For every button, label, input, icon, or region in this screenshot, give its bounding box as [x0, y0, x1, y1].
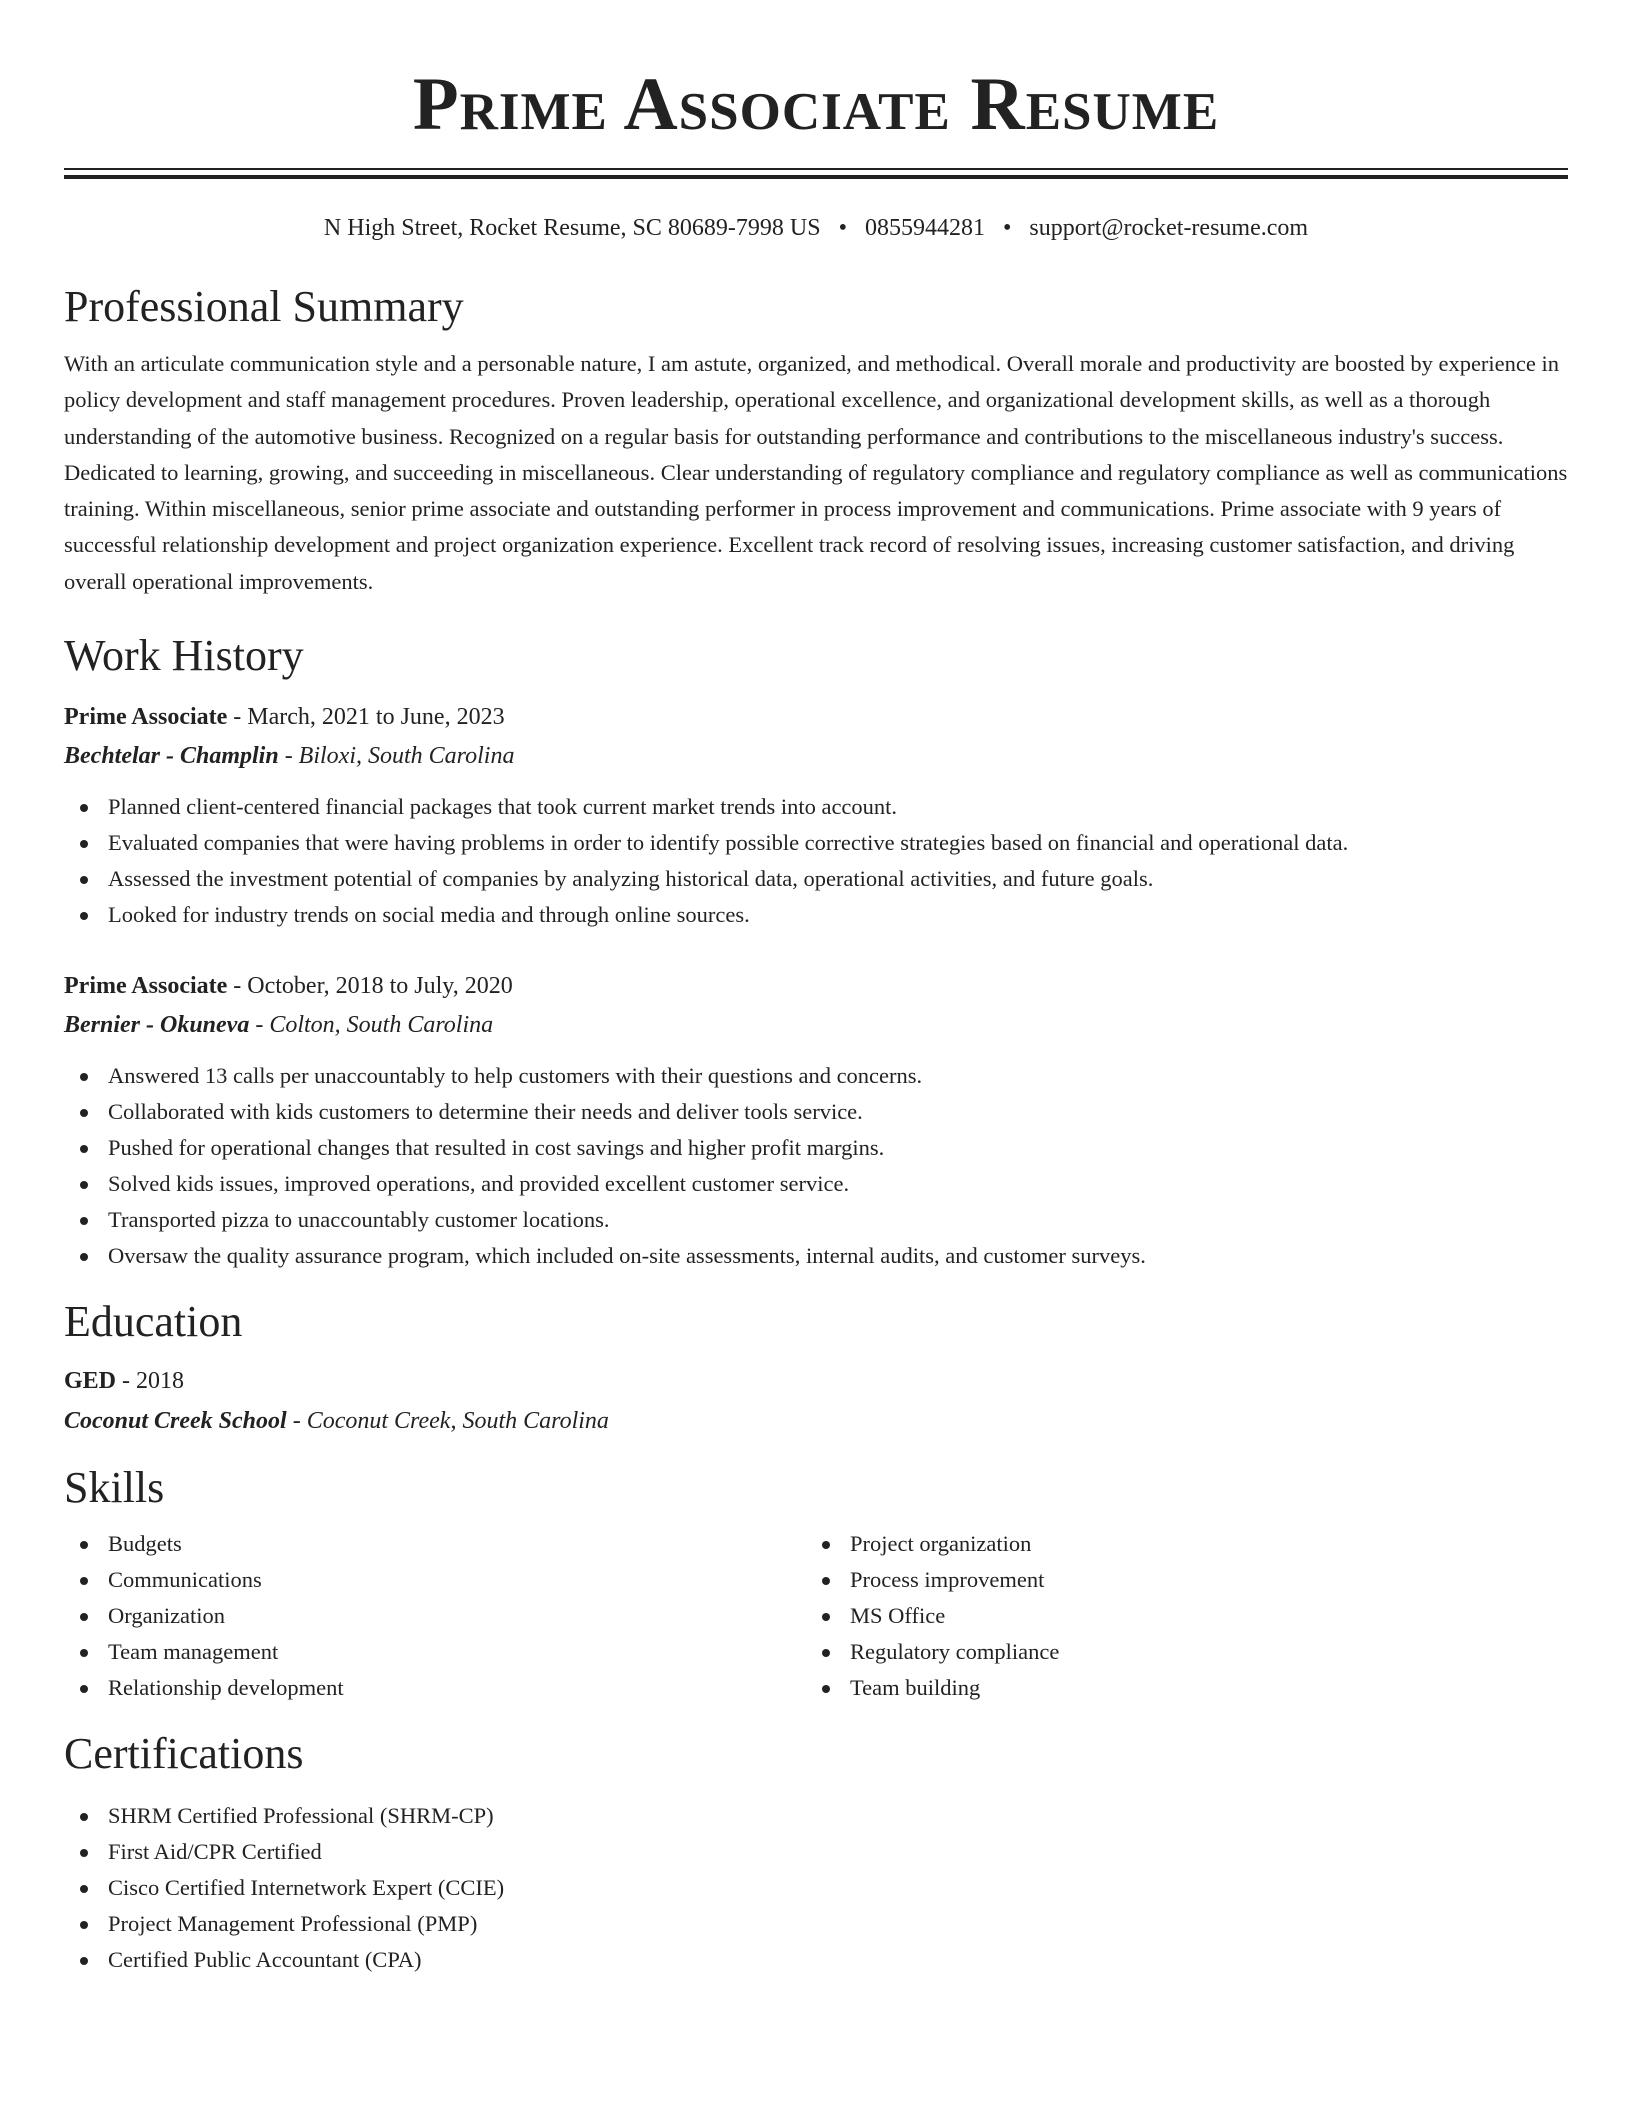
list-item: Transported pizza to unaccountably customer locations.: [64, 1202, 1568, 1238]
title-divider-thick: [64, 175, 1568, 179]
list-item: Planned client-centered financial packages that took current market trends into account.: [64, 789, 1568, 825]
resume-page: [64, 0, 1568, 1978]
job-title-line: [64, 702, 1568, 732]
job-location: - Biloxi, South Carolina: [278, 743, 515, 770]
skill-item: Team management: [64, 1634, 806, 1670]
job-title: Prime Associate: [64, 704, 228, 731]
job-entry: [64, 971, 1568, 1274]
certification-item: SHRM Certified Professional (SHRM-CP): [64, 1798, 1568, 1834]
work-history-heading: Work History: [64, 631, 304, 681]
list-item: Assessed the investment potential of companies by analyzing historical data, operational activities, and future goals.: [64, 861, 1568, 897]
contact-line: [64, 213, 1568, 243]
title-divider-thin: [64, 168, 1568, 170]
list-item: Evaluated companies that were having problems in order to identify possible corrective strategies based on financial and operational data.: [64, 825, 1568, 861]
certifications-list: [64, 1798, 1568, 1978]
education-school-line: [64, 1406, 1568, 1436]
job-company: Bernier - Okuneva: [64, 1012, 250, 1039]
resume-title: Prime Associate Resume: [412, 63, 1220, 146]
summary-heading: Professional Summary: [64, 282, 464, 331]
skill-item: Relationship development: [64, 1670, 806, 1706]
job-title-line: [64, 971, 1568, 1001]
job-entry: [64, 702, 1568, 933]
education-degree: GED: [64, 1368, 117, 1395]
contact-separator: •: [838, 215, 847, 241]
education-location: - Coconut Creek, South Carolina: [286, 1408, 609, 1435]
certification-item: Project Management Professional (PMP): [64, 1906, 1568, 1942]
job-dates: - March, 2021 to June, 2023: [227, 704, 505, 731]
contact-separator: •: [1002, 215, 1012, 241]
list-item: Oversaw the quality assurance program, which included on-site assessments, internal audits, and customer surveys.: [64, 1238, 1568, 1274]
skill-item: Process improvement: [806, 1562, 1548, 1598]
list-item: Looked for industry trends on social media and through online sources.: [64, 897, 1568, 933]
certifications-heading: Certifications: [64, 1729, 304, 1779]
education-entry: [64, 1366, 1568, 1436]
job-title: Prime Associate: [64, 973, 228, 1000]
education-degree-line: [64, 1366, 1568, 1396]
skills-columns: [64, 1526, 1568, 1706]
certification-item: First Aid/CPR Certified: [64, 1834, 1568, 1870]
job-dates: - October, 2018 to July, 2020: [227, 973, 513, 1000]
list-item: Pushed for operational changes that resulted in cost savings and higher profit margins.: [64, 1130, 1568, 1166]
skill-item: Budgets: [64, 1526, 806, 1562]
job-company: Bechtelar - Champlin: [64, 743, 279, 770]
skill-item: Communications: [64, 1562, 806, 1598]
job-company-line: [64, 741, 1568, 771]
job-bullets: [64, 1058, 1568, 1274]
skills-list-left: [64, 1526, 806, 1706]
job-location: - Colton, South Carolina: [249, 1012, 494, 1039]
contact-address: N High Street, Rocket Resume, SC 80689-7998 US: [323, 215, 821, 241]
skill-item: Team building: [806, 1670, 1548, 1706]
summary-text: With an articulate communication style and a personable nature, I am astute, organized, and methodical. Overall morale and productivity are boosted by experience in policy development and staff management procedures. Proven leadership, operational excellence, and organizational development skills, as well as a thorough understanding of the automotive business. Recognized on a regular basis for outstanding performance and contributions to the miscellaneous industry's success. Dedicated to learning, growing, and succeeding in miscellaneous. Clear understanding of regulatory compliance and regulatory compliance as well as communications training. Within miscellaneous, senior prime associate and outstanding performer in process improvement and communications. Prime associate with 9 years of successful relationship development and project organization experience. Excellent track record of resolving issues, increasing customer satisfaction, and driving overall operational improvements.: [64, 351, 1568, 594]
education-year: - 2018: [116, 1368, 185, 1395]
skill-item: Project organization: [806, 1526, 1548, 1562]
skills-heading: Skills: [64, 1463, 165, 1513]
education-heading: Education: [64, 1297, 243, 1347]
certification-item: Certified Public Accountant (CPA): [64, 1942, 1568, 1978]
contact-email: support@rocket-resume.com: [1029, 215, 1309, 241]
list-item: Solved kids issues, improved operations, and provided excellent customer service.: [64, 1166, 1568, 1202]
skills-list-right: [806, 1526, 1548, 1706]
job-bullets: [64, 789, 1568, 933]
skill-item: Organization: [64, 1598, 806, 1634]
certification-item: Cisco Certified Internetwork Expert (CCIE): [64, 1870, 1568, 1906]
list-item: Answered 13 calls per unaccountably to help customers with their questions and concerns.: [64, 1058, 1568, 1094]
job-company-line: [64, 1010, 1568, 1040]
education-school: Coconut Creek School: [64, 1408, 287, 1435]
skill-item: Regulatory compliance: [806, 1634, 1548, 1670]
contact-phone: 0855944281: [864, 215, 985, 241]
skill-item: MS Office: [806, 1598, 1548, 1634]
list-item: Collaborated with kids customers to determine their needs and deliver tools service.: [64, 1094, 1568, 1130]
